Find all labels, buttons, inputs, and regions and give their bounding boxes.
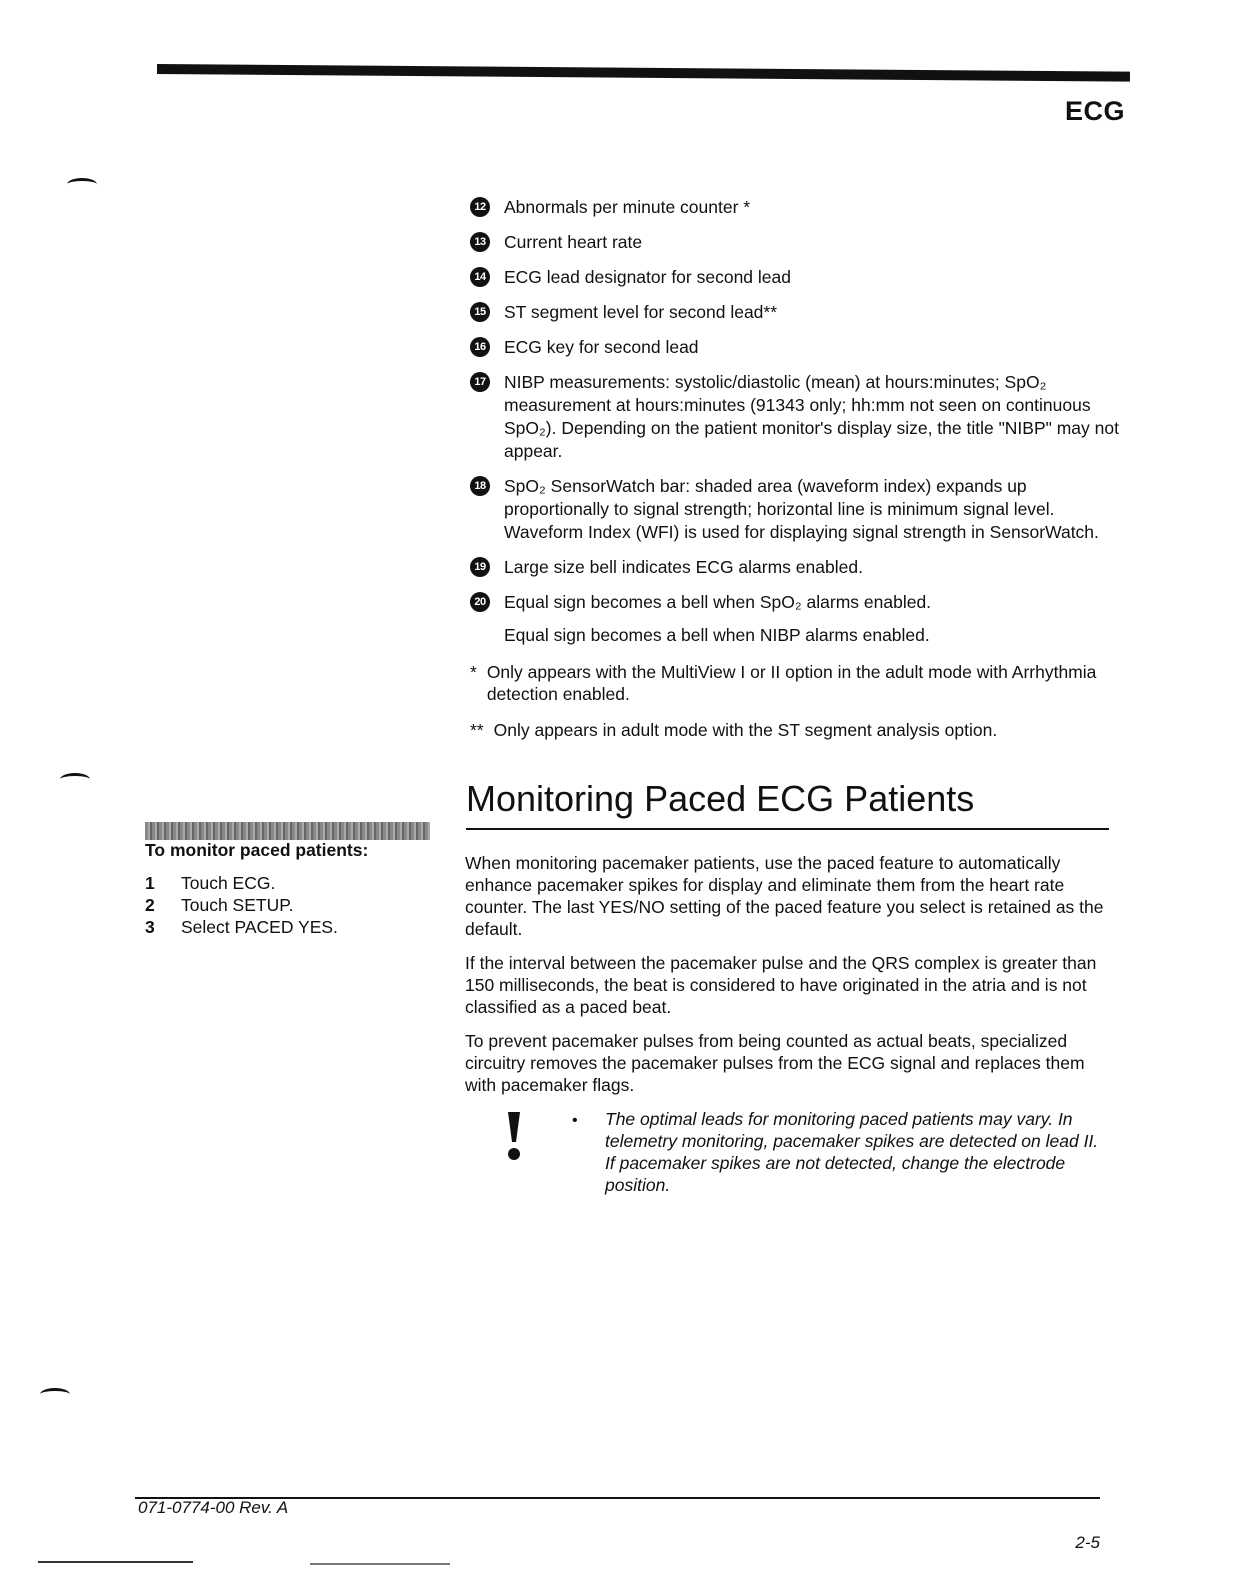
callout-number: 15 [470, 302, 490, 322]
section-body [465, 852, 1105, 1108]
callout-text: Large size bell indicates ECG alarms enabled. [504, 557, 863, 577]
callout-list [470, 196, 1120, 755]
procedure-step [145, 894, 338, 916]
callout-text: ST segment level for second lead** [504, 302, 778, 322]
callout-text: Abnormals per minute counter * [504, 197, 751, 217]
procedure-step [145, 872, 338, 894]
callout-number: 19 [470, 557, 490, 577]
callout-number: 17 [470, 372, 490, 392]
step-number: 2 [145, 895, 155, 915]
footnote-text: Only appears with the MultiView I or II option in the adult mode with Arrhythmia detection enabled. [486, 662, 1097, 704]
binder-hole-mark [40, 1388, 70, 1401]
caution-text: The optimal leads for monitoring paced patients may vary. In telemetry monitoring, pacemaker spikes are detected on lead II. If pacemaker spikes are not detected, change the electrode position. [605, 1109, 1099, 1195]
scan-edge-line [38, 1561, 193, 1563]
callout-number: 16 [470, 337, 490, 357]
callout-item [470, 301, 1120, 324]
section-title: ECG [1064, 96, 1125, 126]
footnote-text: Only appears in adult mode with the ST segment analysis option. [493, 720, 998, 740]
callout-text: NIBP measurements: systolic/diastolic (mean) at hours:minutes; SpO₂ measurement at hours:minutes (91343 only; hh:mm not seen on continuous SpO₂). Depending on the patient monitor's display size, the title "NIBP" may not appear. [504, 372, 1119, 461]
callout-extra-text: Equal sign becomes a bell when NIBP alarms enabled. [504, 625, 930, 645]
header-rule [157, 64, 1130, 82]
procedure-steps [145, 872, 338, 938]
callout-number: 13 [470, 232, 490, 252]
callout-item [470, 231, 1120, 254]
callout-number: 20 [470, 592, 490, 612]
footnote-mark: * [470, 662, 477, 682]
callout-item [470, 266, 1120, 289]
paragraph: When monitoring pacemaker patients, use the paced feature to automatically enhance pacemaker spikes for display and eliminate them from the heart rate counter. The last YES/NO setting of the paced feature you select is retained as the default. [465, 853, 1104, 939]
bullet-icon: • [572, 1112, 578, 1129]
callout-number: 14 [470, 267, 490, 287]
paragraph: To prevent pacemaker pulses from being counted as actual beats, specialized circuitry removes the pacemaker pulses from the ECG signal and replaces them with pacemaker flags. [465, 1031, 1085, 1095]
callout-text: Current heart rate [504, 232, 643, 252]
callout-number: 18 [470, 476, 490, 496]
callout-item [470, 591, 1120, 614]
callout-text: SpO₂ SensorWatch bar: shaded area (waveform index) expands up proportionally to signal strength; horizontal line is minimum signal level. Waveform Index (WFI) is used for displaying signal strength in SensorWatch. [504, 476, 1099, 542]
step-text: Select PACED YES. [181, 917, 338, 937]
section-heading: Monitoring Paced ECG Patients [466, 778, 975, 819]
callout-number: 12 [470, 197, 490, 217]
callout-item [470, 556, 1120, 579]
callout-text: ECG key for second lead [504, 337, 699, 357]
callout-text: ECG lead designator for second lead [504, 267, 791, 287]
callout-item [470, 336, 1120, 359]
procedure-bar [145, 822, 430, 840]
exclamation-icon [500, 1110, 528, 1162]
binder-hole-mark [60, 773, 90, 786]
step-number: 1 [145, 873, 155, 893]
callout-item [470, 196, 1120, 219]
callout-item [470, 475, 1120, 544]
procedure-step [145, 916, 338, 938]
footnote-mark: ** [470, 720, 484, 740]
heading-rule [466, 828, 1109, 830]
step-number: 3 [145, 917, 155, 937]
footnote [470, 719, 1120, 741]
step-text: Touch ECG. [181, 873, 276, 893]
paragraph: If the interval between the pacemaker pulse and the QRS complex is greater than 150 milliseconds, the beat is considered to have originated in the atria and is not classified as a paced beat. [465, 953, 1097, 1017]
binder-hole-mark [67, 178, 97, 191]
document-number: 071-0774-00 Rev. A [138, 1498, 289, 1517]
page-number: 2-5 [1075, 1533, 1100, 1552]
procedure-title: To monitor paced patients: [145, 840, 369, 860]
callout-text: Equal sign becomes a bell when SpO₂ alarms enabled. [504, 592, 932, 612]
footnote [470, 661, 1120, 705]
callout-item [470, 371, 1120, 463]
step-text: Touch SETUP. [181, 895, 294, 915]
scan-edge-line [310, 1563, 450, 1565]
